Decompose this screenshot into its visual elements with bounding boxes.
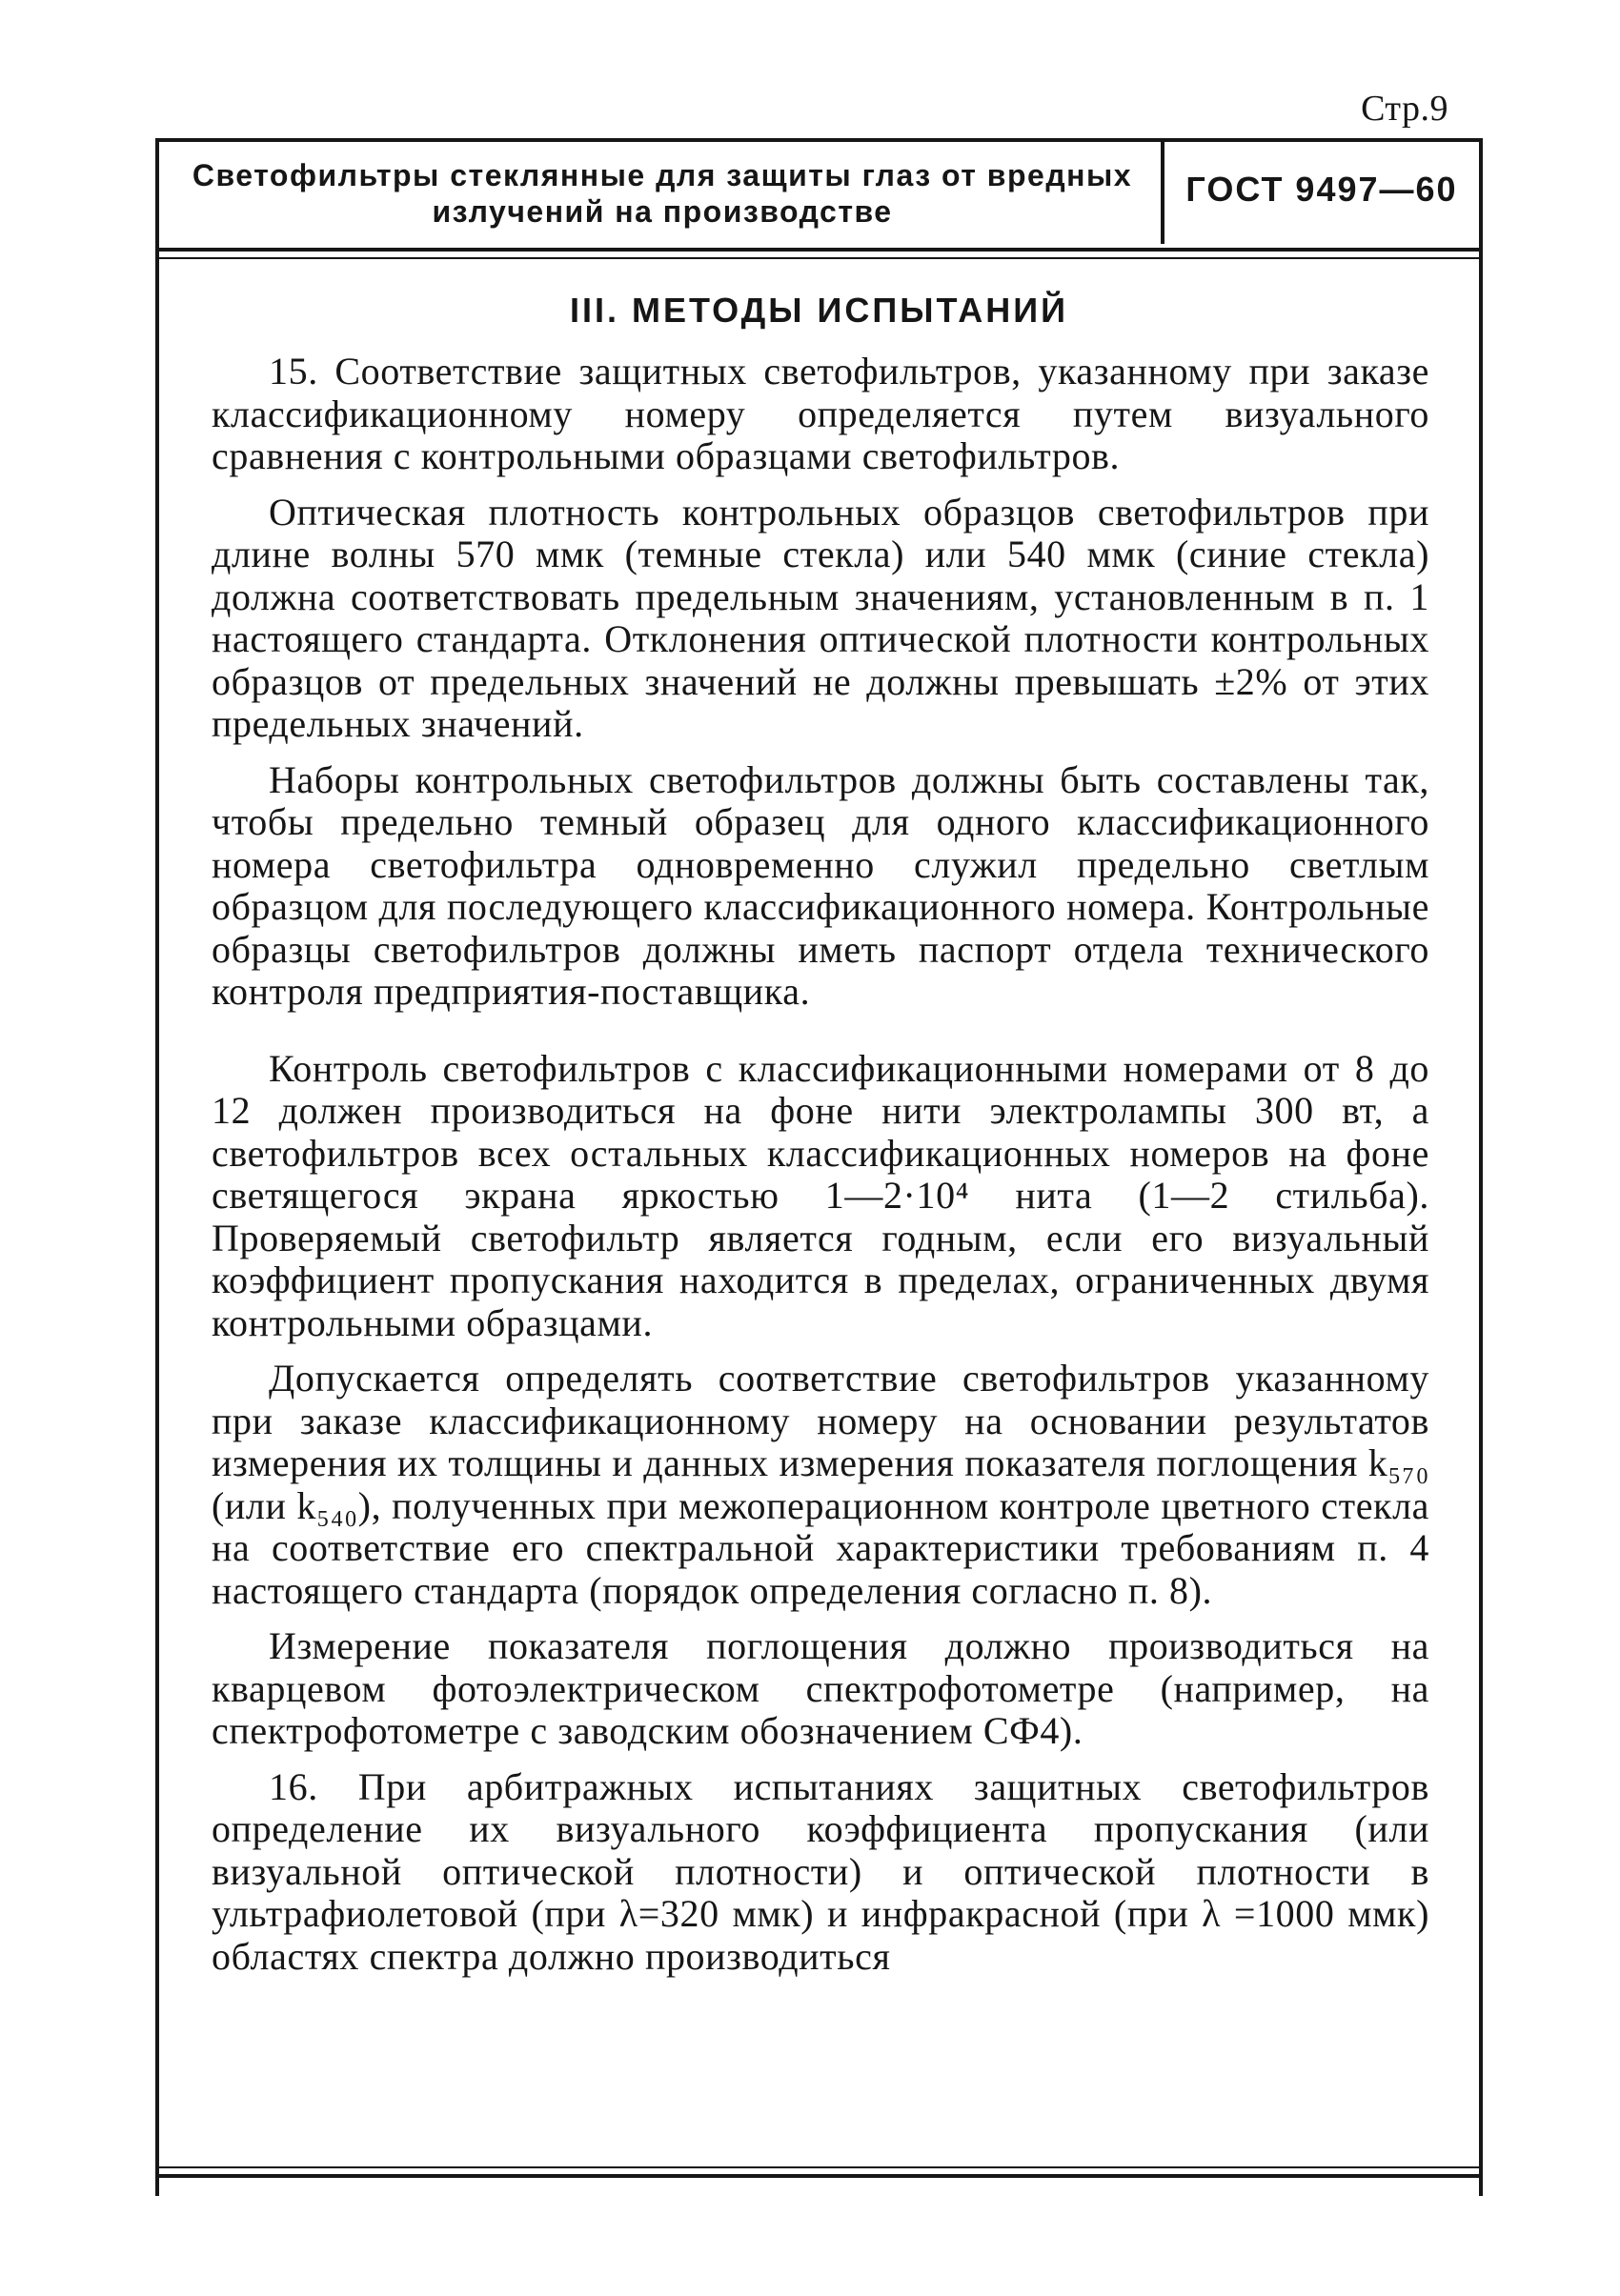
standard-code: ГОСТ 9497—60 [1185, 170, 1458, 209]
paragraph: Измерение показателя поглощения должно производиться на кварцевом фотоэлектрическом спектрофотометре (например, на спектрофотометре с заводским обозначением СФ4). [212, 1624, 1429, 1752]
footer-rule [155, 2174, 1483, 2178]
paragraph: Контроль светофильтров с классификационными номерами от 8 до 12 должен производиться на фоне нити электролампы 300 вт, а светофильтров всех остальных классификационных номеров на фоне светящегося экрана яркостью 1—2·10⁴ нита (1—2 стильба). Проверяемый светофильтр является годным, если его визуальный коэффициент пропускания находится в пределах, ограниченных двумя контрольными образцами. [212, 1046, 1429, 1344]
document-title: Светофильтры стеклянные для защиты глаз от вредных излучений на производстве [192, 158, 1133, 229]
page-number: Стр.9 [1361, 89, 1448, 129]
header-bottom-rule [155, 248, 1483, 252]
footer-rule-thin [155, 2166, 1483, 2168]
section-title: III. МЕТОДЫ ИСПЫТАНИЙ [570, 291, 1068, 330]
paragraph: 15. Соответствие защитных светофильтров, указанному при заказе классификационному номеру определяется путем визуального сравнения с контрольными образцами светофильтров. [212, 350, 1429, 477]
header-bottom-rule-thin [155, 257, 1483, 259]
body-text [212, 351, 1429, 1991]
paragraph: Допускается определять соответствие светофильтров указанному при заказе классификационному номеру на основании результатов измерения их толщины и данных измерения показателя поглощения k₅₇₀ (или k₅₄₀), полученных при межоперационном контроле цветного стекла на соответствие его спектральной характеристики требованиям п. 4 настоящего стандарта (порядок определения согласно п. 8). [212, 1357, 1429, 1612]
paragraph: Наборы контрольных светофильтров должны быть составлены так, чтобы предельно темный образец для одного классификационного номера светофильтра одновременно служил предельно светлым образцом для последующего классификационного номера. Контрольные образцы светофильтров должны иметь паспорт отдела технического контроля предприятия-поставщика. [212, 757, 1429, 1013]
header-top-rule [155, 138, 1483, 142]
paragraph: Оптическая плотность контрольных образцов светофильтров при длине волны 570 ммк (темные стекла) или 540 ммк (синие стекла) должна соответствовать предельным значениям, установленным в п. 1 настоящего стандарта. Отклонения оптической плотности контрольных образцов от предельных значений не должны превышать ±2% от этих предельных значений. [212, 490, 1429, 745]
paragraph: 16. При арбитражных испытаниях защитных светофильтров определение их визуального коэффициента пропускания (или визуальной оптической плотности) и оптической плотности в ультрафиолетовой (при λ=320 ммк) и инфракрасной (при λ =1000 ммк) областях спектра должно производиться [212, 1764, 1429, 1978]
